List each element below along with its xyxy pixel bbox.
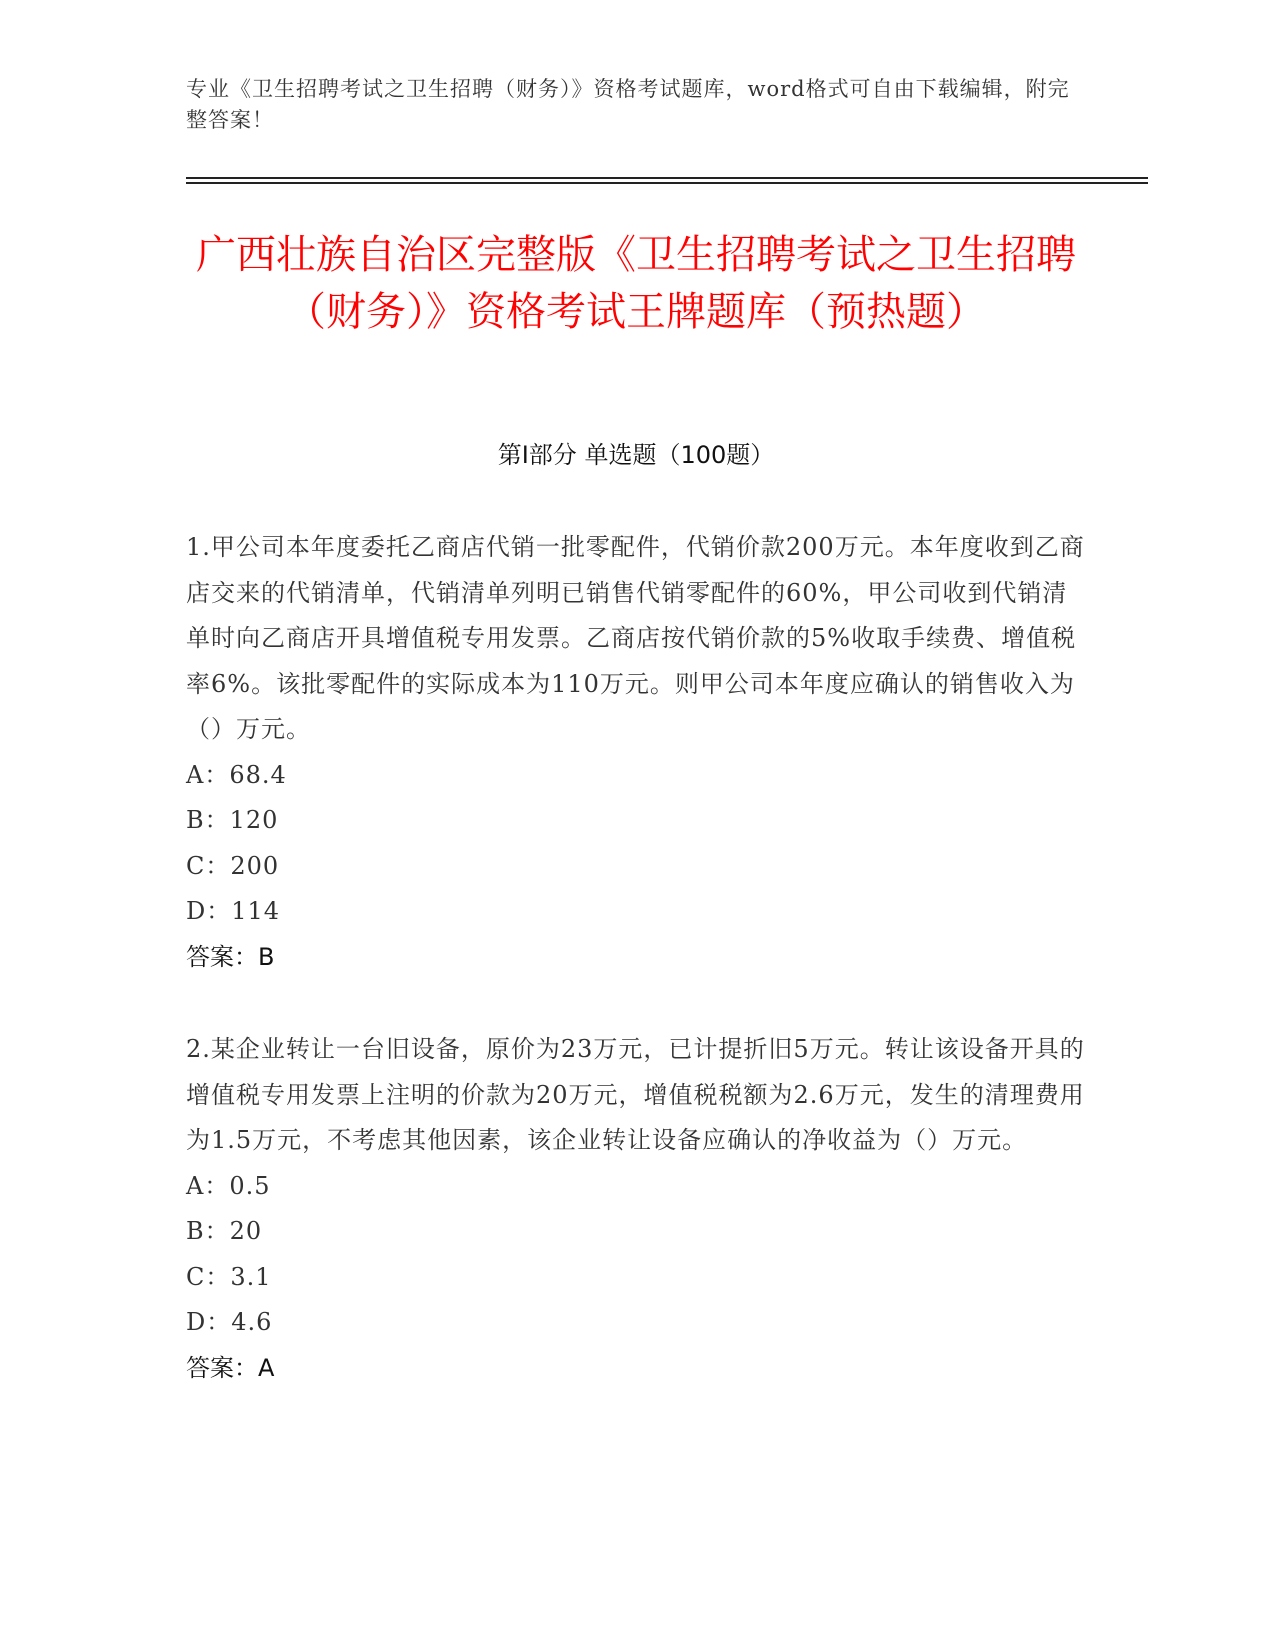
document-title: 广西壮族自治区完整版《卫生招聘考试之卫生招聘（财务）》资格考试王牌题库（预热题） xyxy=(196,232,1076,335)
option-d: D：114 xyxy=(186,897,281,925)
option-b: B：20 xyxy=(186,1217,263,1245)
answer-line: 答案：B xyxy=(186,942,275,971)
option-b: B：120 xyxy=(186,806,279,834)
question-stem: 2.某企业转让一台旧设备，原价为23万元，已计提折旧5万元。转让该设备开具的增值税专用发票上注明的价款为20万元，增值税税额为2.6万元，发生的清理费用为1.5万元，不考虑其他因素，该企业转让设备应确认的净收益为（）万元。 xyxy=(186,1035,1085,1154)
option-c: C：200 xyxy=(186,851,280,880)
question-1 xyxy=(186,525,1086,980)
header-divider-bottom xyxy=(186,182,1148,184)
question-2 xyxy=(186,1027,1086,1391)
header-divider-top xyxy=(186,177,1148,179)
option-d: D：4.6 xyxy=(186,1308,273,1336)
option-c: C：3.1 xyxy=(186,1262,272,1291)
header-note: 专业《卫生招聘考试之卫生招聘（财务）》资格考试题库，word格式可自由下载编辑，附完整答案！ xyxy=(186,77,1070,132)
answer-line: 答案：A xyxy=(186,1353,275,1382)
question-stem: 1.甲公司本年度委托乙商店代销一批零配件，代销价款200万元。本年度收到乙商店交来的代销清单，代销清单列明已销售代销零配件的60%，甲公司收到代销清单时向乙商店开具增值税专用发票。乙商店按代销价款的5%收取手续费、增值税率6%。该批零配件的实际成本为110万元。则甲公司本年度应确认的销售收入为（）万元。 xyxy=(186,533,1085,743)
option-a: A：68.4 xyxy=(186,760,287,789)
option-a: A：0.5 xyxy=(186,1171,271,1200)
section-title: 第I部分 单选题（100题） xyxy=(497,441,775,469)
